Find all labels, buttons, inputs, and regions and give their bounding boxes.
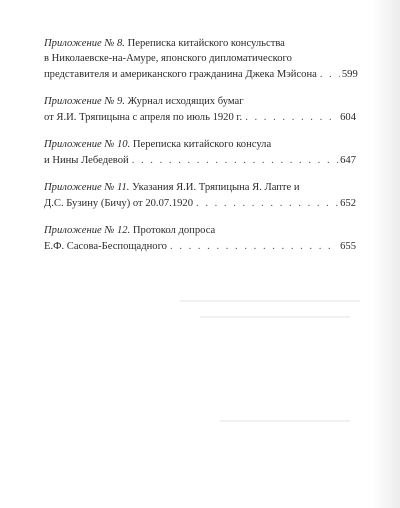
dot-leader — [320, 67, 340, 82]
dot-leader — [245, 110, 338, 125]
toc-entry-first-line — [44, 223, 356, 238]
entry-title-text: Переписка китайского консульства — [127, 38, 285, 49]
toc-entry-appendix-8[interactable] — [44, 36, 356, 82]
toc-entry-line — [44, 51, 356, 66]
appendix-label: Приложение № 11. — [44, 182, 130, 194]
page-number: 604 — [340, 111, 356, 123]
appendix-label: Приложение № 9. — [44, 96, 125, 108]
dot-leader — [170, 239, 338, 254]
show-through-line — [180, 300, 360, 302]
toc-entry-first-line — [44, 137, 356, 152]
appendix-label: Приложение № 12. — [44, 225, 131, 237]
toc-entry-last-line — [44, 239, 356, 254]
toc-entry-appendix-11[interactable] — [44, 180, 356, 211]
entry-title-text: Е.Ф. Сасова-Беспощадного — [44, 240, 167, 252]
entry-title-text: Переписка китайского консула — [132, 139, 272, 151]
entry-title-text: и Нины Лебедевой — [44, 154, 129, 166]
entry-title-text: Протокол допроса — [132, 225, 216, 237]
toc-entry-appendix-10[interactable] — [44, 137, 356, 168]
appendix-label: Приложение № 10. — [44, 139, 131, 151]
toc-entry-appendix-9[interactable] — [44, 94, 356, 125]
dot-leader — [196, 196, 338, 211]
show-through-line — [220, 420, 350, 422]
entry-title-text: Указания Я.И. Тряпицына Я. Лапте и — [132, 182, 300, 194]
table-of-contents — [44, 36, 356, 266]
page-number: 599 — [341, 68, 358, 80]
toc-entry-last-line — [44, 196, 356, 211]
entry-title-text: Д.С. Бузину (Бичу) от 20.07.1920 — [44, 197, 194, 209]
entry-title-text: Журнал исходящих бумаг — [127, 96, 244, 108]
page-number: 647 — [340, 154, 356, 166]
entry-title-text: представителя и американского гражданина Джека Мэйсона — [44, 68, 317, 80]
toc-entry-last-line — [44, 110, 356, 125]
toc-entry-first-line — [44, 94, 356, 109]
toc-entry-first-line — [44, 36, 356, 51]
page-number: 655 — [340, 240, 356, 252]
entry-title-text: в Николаевске-на-Амуре, японского дипломатического — [44, 53, 292, 65]
toc-entry-last-line — [44, 153, 356, 168]
appendix-label: Приложение № 8. — [44, 38, 125, 49]
entry-title-text: от Я.И. Тряпицына с апреля по июль 1920 г. — [44, 111, 243, 123]
page-number: 652 — [340, 197, 356, 209]
dot-leader — [132, 153, 338, 168]
show-through-line — [200, 316, 350, 318]
toc-entry-first-line — [44, 180, 356, 195]
toc-entry-appendix-12[interactable] — [44, 223, 356, 254]
toc-entry-last-line — [44, 67, 356, 82]
